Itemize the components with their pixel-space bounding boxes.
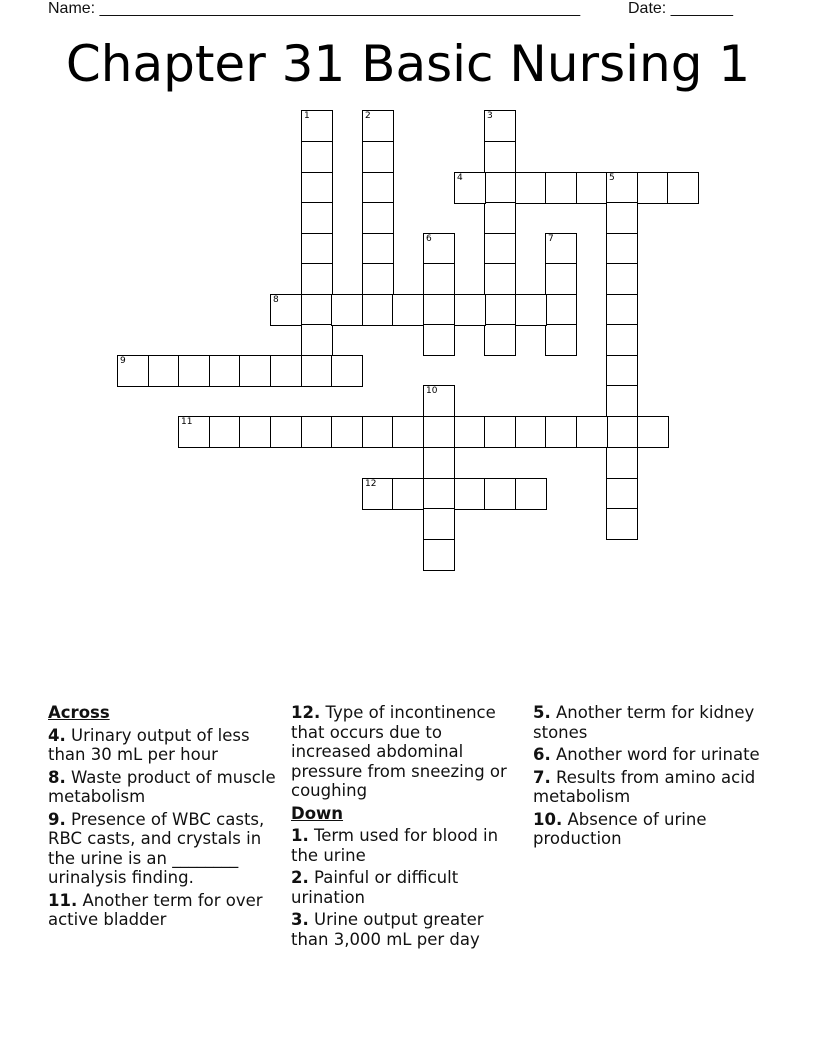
- clue-text: Urinary output of less than 30 mL per hour: [48, 725, 250, 764]
- clue-number-label: 11: [181, 417, 193, 427]
- crossword-cell[interactable]: [392, 478, 424, 510]
- crossword-cell[interactable]: [545, 324, 577, 356]
- crossword-cell[interactable]: [301, 172, 333, 204]
- clue-number: 4.: [48, 725, 66, 745]
- crossword-cell[interactable]: [484, 233, 516, 265]
- crossword-cell[interactable]: [515, 172, 547, 204]
- clue-number-label: 6: [426, 234, 432, 244]
- clue-text: Urine output greater than 3,000 mL per day: [291, 910, 484, 949]
- clue-number: 7.: [533, 767, 551, 787]
- crossword-cell[interactable]: [301, 263, 333, 295]
- crossword-cell[interactable]: [576, 416, 608, 448]
- clue-number: 11.: [48, 890, 78, 910]
- crossword-cell[interactable]: [606, 416, 638, 448]
- crossword-cell[interactable]: [515, 416, 547, 448]
- clue-text: Another word for urinate: [550, 745, 760, 764]
- crossword-cell[interactable]: [362, 294, 394, 326]
- crossword-cell[interactable]: [270, 355, 302, 387]
- down-clue-6: [533, 745, 765, 765]
- clue-text: Waste product of muscle metabolism: [48, 767, 276, 806]
- crossword-cell[interactable]: [362, 233, 394, 265]
- crossword-cell[interactable]: [484, 478, 516, 510]
- clue-number: 2.: [291, 868, 309, 887]
- crossword-cell[interactable]: [301, 202, 333, 234]
- crossword-cell[interactable]: [331, 294, 363, 326]
- crossword-cell[interactable]: [362, 202, 394, 234]
- clue-text: Absence of urine production: [533, 809, 707, 848]
- crossword-cell[interactable]: [484, 416, 516, 448]
- crossword-cell[interactable]: [637, 172, 669, 204]
- crossword-cell-9[interactable]: [117, 355, 149, 387]
- crossword-cell[interactable]: [362, 416, 394, 448]
- across-clue-9: [48, 810, 280, 888]
- crossword-cell[interactable]: [392, 294, 424, 326]
- crossword-cell[interactable]: [606, 263, 638, 295]
- crossword-cell[interactable]: [454, 416, 486, 448]
- crossword-cell[interactable]: [331, 416, 363, 448]
- clue-number: 9.: [48, 809, 66, 829]
- crossword-cell[interactable]: [606, 447, 638, 479]
- crossword-cell-10[interactable]: [423, 385, 455, 417]
- clue-number-label: 9: [120, 356, 126, 366]
- crossword-cell[interactable]: [423, 508, 455, 540]
- crossword-cell[interactable]: [484, 263, 516, 295]
- crossword-cell[interactable]: [606, 202, 638, 234]
- crossword-cell[interactable]: [484, 294, 516, 326]
- crossword-cell[interactable]: [423, 294, 455, 326]
- crossword-cell[interactable]: [301, 324, 333, 356]
- clue-text: Another term for kidney stones: [533, 703, 755, 742]
- down-clue-3: [291, 910, 523, 949]
- clue-column-1: [48, 703, 280, 933]
- crossword-cell[interactable]: [423, 324, 455, 356]
- name-field-label: Name: ______________________________________________________: [48, 0, 581, 17]
- crossword-cell[interactable]: [301, 294, 333, 326]
- crossword-cell[interactable]: [239, 355, 271, 387]
- crossword-cell[interactable]: [362, 141, 394, 173]
- crossword-cell[interactable]: [423, 539, 455, 571]
- crossword-cell[interactable]: [606, 294, 638, 326]
- clue-number: 12.: [291, 703, 321, 722]
- crossword-cell[interactable]: [454, 478, 486, 510]
- across-heading: Across: [48, 703, 110, 722]
- crossword-cell[interactable]: [331, 355, 363, 387]
- clue-text: Results from amino acid metabolism: [533, 767, 756, 806]
- clue-column-2: [291, 703, 523, 952]
- crossword-cell[interactable]: [270, 416, 302, 448]
- crossword-cell[interactable]: [392, 416, 424, 448]
- crossword-cell-1[interactable]: [301, 110, 333, 142]
- across-clue-4: [48, 726, 280, 765]
- crossword-cell-7[interactable]: [545, 233, 577, 265]
- crossword-cell[interactable]: [637, 416, 669, 448]
- down-clue-1: [291, 826, 523, 865]
- crossword-cell[interactable]: [239, 416, 271, 448]
- clue-number: 3.: [291, 910, 309, 929]
- clue-number-label: 4: [457, 173, 463, 183]
- date-field-label: Date: _______: [628, 0, 733, 17]
- crossword-cell[interactable]: [606, 324, 638, 356]
- clue-number-label: 5: [609, 173, 615, 183]
- crossword-cell-5[interactable]: [606, 172, 638, 204]
- clue-number-label: 3: [487, 111, 493, 121]
- across-clue-11: [48, 891, 280, 930]
- clue-column-3: [533, 703, 765, 852]
- crossword-cell-12[interactable]: [362, 478, 394, 510]
- clue-text: Another term for over active bladder: [48, 890, 263, 929]
- down-clue-2: [291, 868, 523, 907]
- clue-number-label: 12: [365, 479, 377, 489]
- crossword-cell[interactable]: [148, 355, 180, 387]
- crossword-cell[interactable]: [301, 355, 333, 387]
- page-title: Chapter 31 Basic Nursing 1: [65, 35, 751, 93]
- crossword-cell-11[interactable]: [178, 416, 210, 448]
- crossword-cell[interactable]: [209, 355, 241, 387]
- crossword-cell-3[interactable]: [484, 110, 516, 142]
- down-clue-10: [533, 810, 765, 849]
- clue-text: Painful or difficult urination: [291, 868, 459, 907]
- crossword-cell-4[interactable]: [454, 172, 486, 204]
- down-clue-5: [533, 703, 765, 742]
- crossword-cell[interactable]: [606, 508, 638, 540]
- crossword-cell[interactable]: [484, 141, 516, 173]
- across-clue-8: [48, 768, 280, 807]
- crossword-cell[interactable]: [362, 172, 394, 204]
- crossword-cell-6[interactable]: [423, 233, 455, 265]
- down-clue-7: [533, 768, 765, 807]
- clue-number-label: 8: [273, 295, 279, 305]
- crossword-cell[interactable]: [423, 416, 455, 448]
- crossword-cell[interactable]: [545, 263, 577, 295]
- crossword-cell[interactable]: [484, 202, 516, 234]
- crossword-cell[interactable]: [301, 416, 333, 448]
- crossword-cell[interactable]: [606, 478, 638, 510]
- crossword-cell[interactable]: [606, 385, 638, 417]
- crossword-cell[interactable]: [545, 172, 577, 204]
- clue-text: Presence of WBC casts, RBC casts, and crystals in the urine is an ________ urinalysis finding.: [48, 809, 265, 887]
- crossword-cell[interactable]: [515, 294, 547, 326]
- crossword-cell-8[interactable]: [270, 294, 302, 326]
- crossword-cell[interactable]: [515, 478, 547, 510]
- crossword-cell[interactable]: [667, 172, 699, 204]
- clue-number-label: 2: [365, 111, 371, 121]
- crossword-cell[interactable]: [301, 233, 333, 265]
- crossword-cell[interactable]: [178, 355, 210, 387]
- crossword-cell[interactable]: [423, 447, 455, 479]
- clue-number: 6.: [533, 745, 551, 764]
- crossword-cell[interactable]: [423, 478, 455, 510]
- crossword-cell[interactable]: [606, 355, 638, 387]
- clue-number-label: 1: [304, 111, 310, 121]
- crossword-cell[interactable]: [484, 172, 516, 204]
- clue-number-label: 10: [426, 386, 438, 396]
- clue-number: 1.: [291, 826, 309, 845]
- clue-number-label: 7: [548, 234, 554, 244]
- crossword-cell[interactable]: [423, 263, 455, 295]
- crossword-cell[interactable]: [301, 141, 333, 173]
- clue-number: 10.: [533, 809, 563, 829]
- crossword-cell-2[interactable]: [362, 110, 394, 142]
- crossword-cell[interactable]: [545, 416, 577, 448]
- crossword-cell[interactable]: [545, 294, 577, 326]
- crossword-cell[interactable]: [606, 233, 638, 265]
- clue-text: Type of incontinence that occurs due to increased abdominal pressure from sneezing or coughing: [291, 703, 507, 800]
- across-clue-12: [291, 703, 523, 801]
- crossword-cell[interactable]: [576, 172, 608, 204]
- clue-text: Term used for blood in the urine: [291, 826, 499, 865]
- crossword-cell[interactable]: [454, 294, 486, 326]
- crossword-cell[interactable]: [209, 416, 241, 448]
- clue-number: 8.: [48, 767, 66, 787]
- down-heading: Down: [291, 803, 344, 823]
- clue-number: 5.: [533, 703, 551, 722]
- crossword-cell[interactable]: [362, 263, 394, 295]
- crossword-cell[interactable]: [484, 324, 516, 356]
